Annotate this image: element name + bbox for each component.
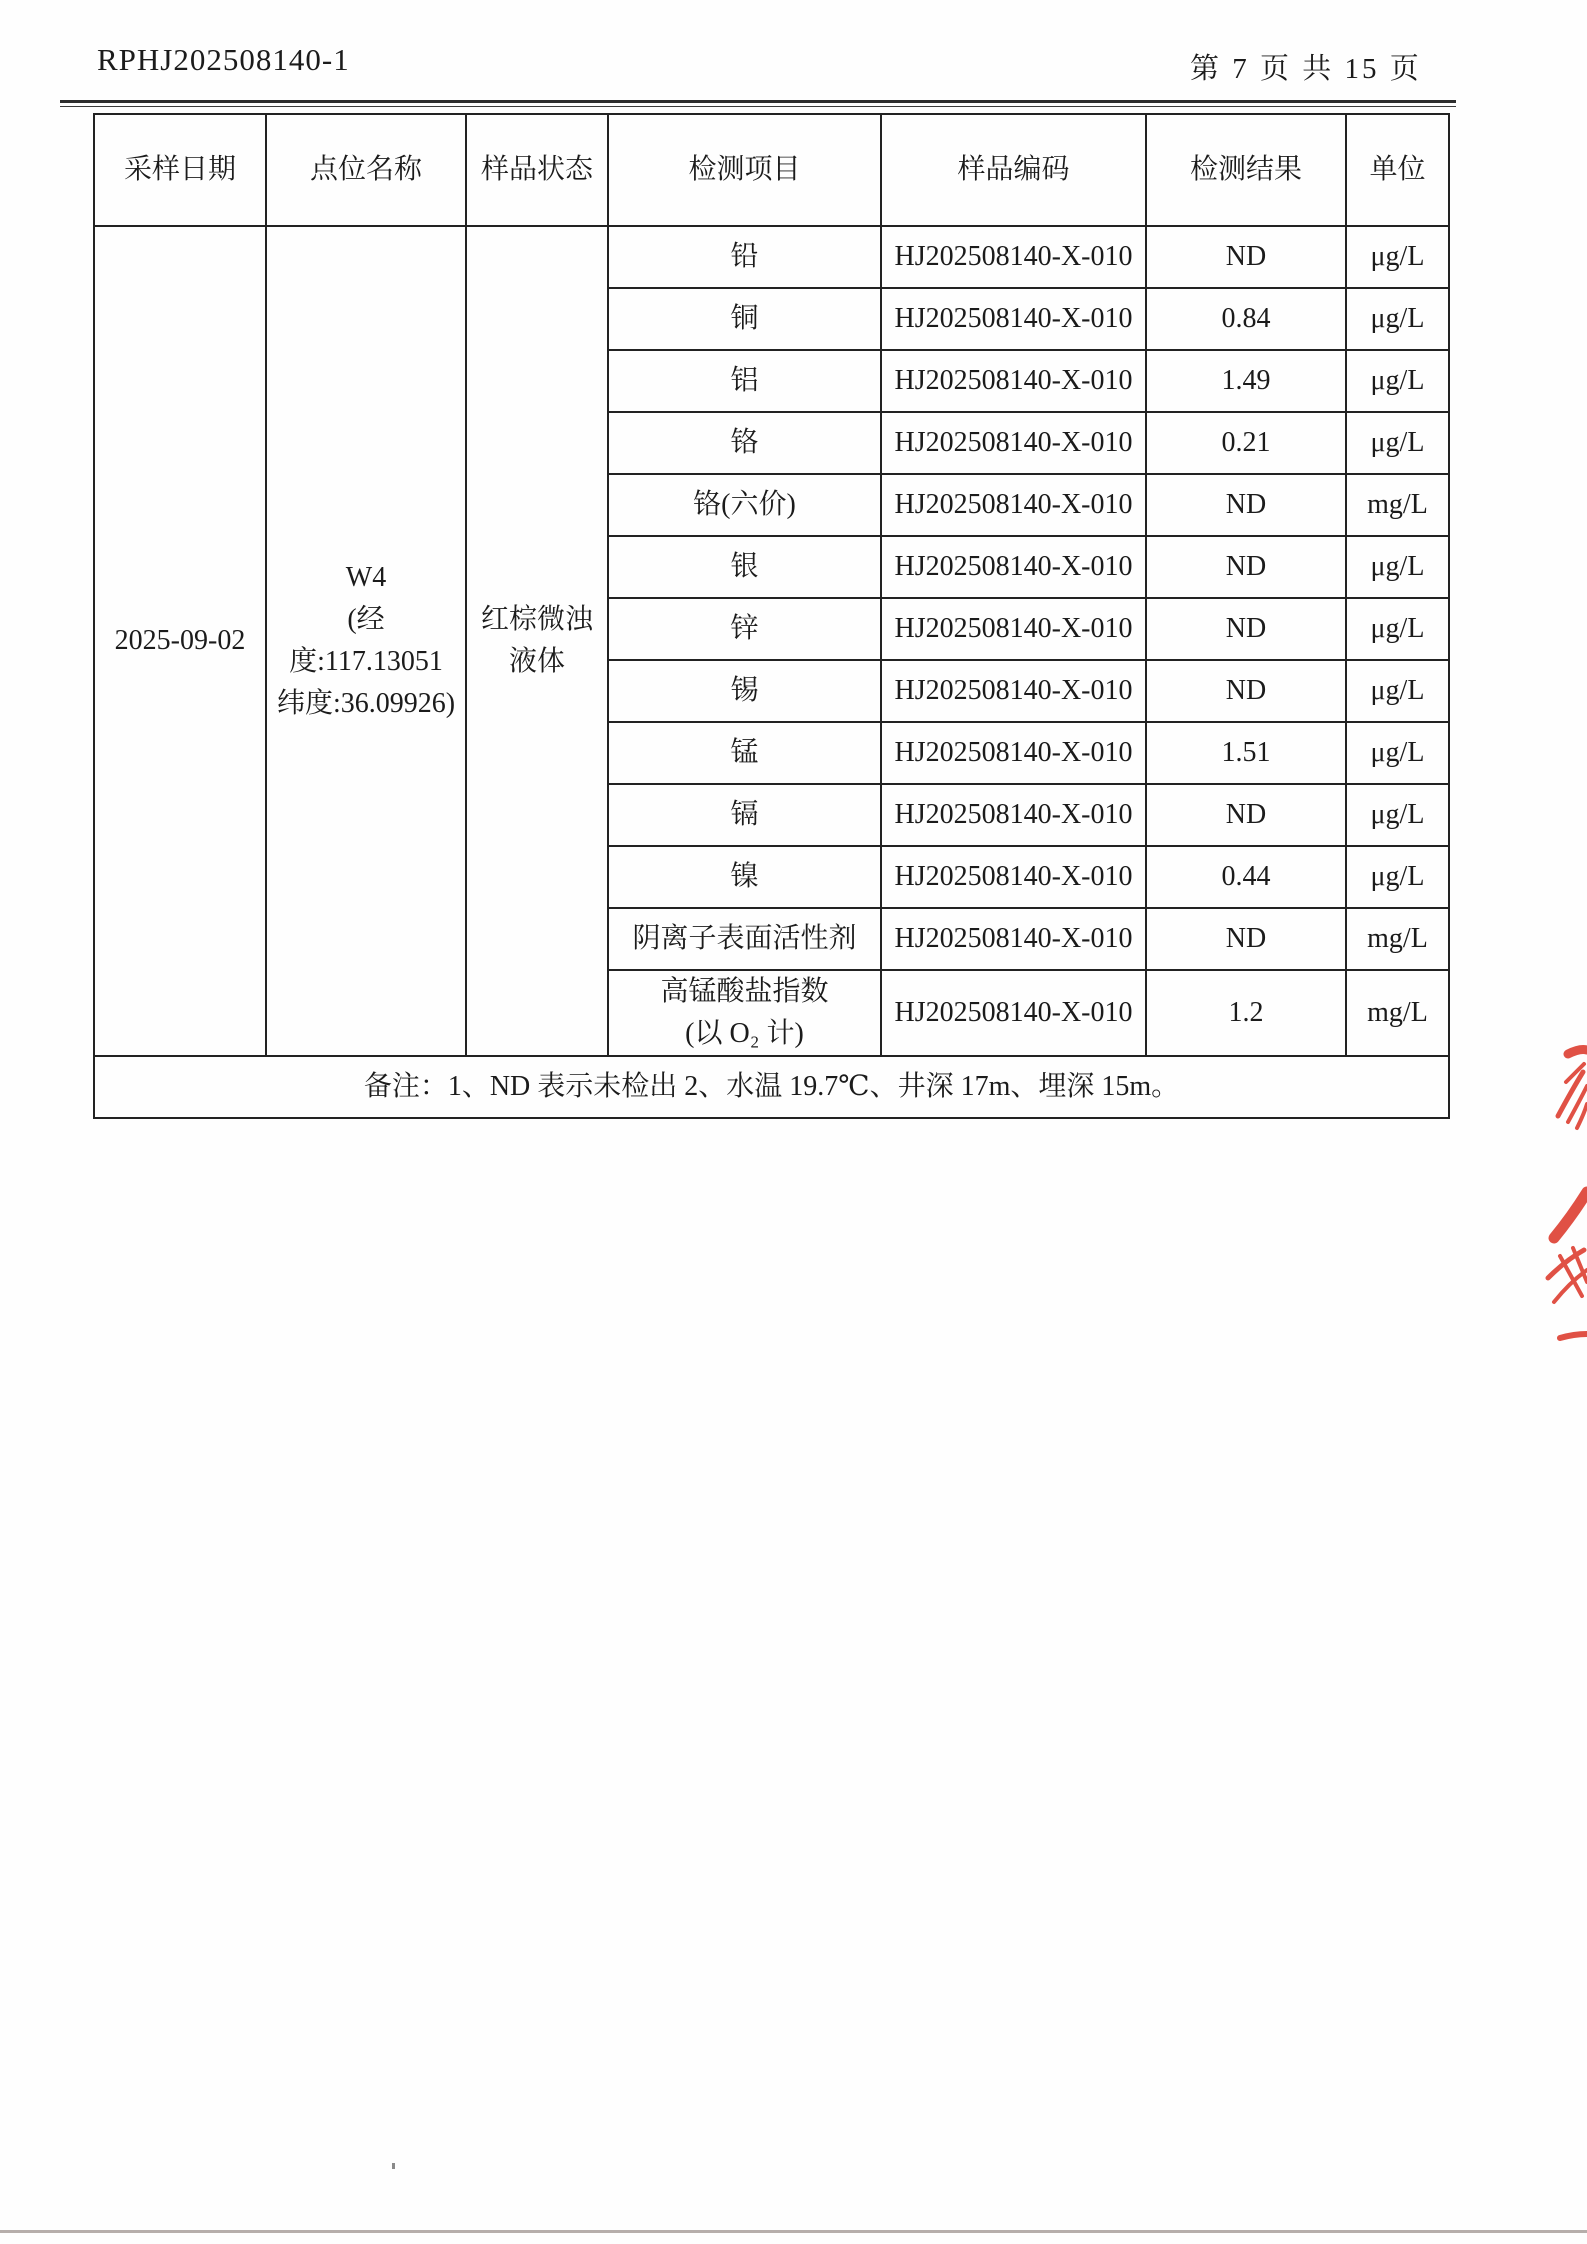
result-cell: ND xyxy=(1146,598,1346,660)
table-header-row xyxy=(94,114,1449,226)
result-cell: 0.84 xyxy=(1146,288,1346,350)
item-cell: 铬(六价) xyxy=(608,474,881,536)
item-cell: 镍 xyxy=(608,846,881,908)
point-name-id: W4 xyxy=(345,562,387,593)
item-cell: 阴离子表面活性剂 xyxy=(608,908,881,970)
sample-state-line2: 液体 xyxy=(508,646,565,677)
result-cell: ND xyxy=(1146,784,1346,846)
code-cell: HJ202508140-X-010 xyxy=(881,908,1146,970)
code-cell: HJ202508140-X-010 xyxy=(881,536,1146,598)
code-cell: HJ202508140-X-010 xyxy=(881,412,1146,474)
result-cell: ND xyxy=(1146,536,1346,598)
item-cell: 锰 xyxy=(608,722,881,784)
report-number: RPHJ202508140-1 xyxy=(97,42,350,77)
item-cell: 铅 xyxy=(608,226,881,288)
code-cell: HJ202508140-X-010 xyxy=(881,846,1146,908)
result-cell: 0.44 xyxy=(1146,846,1346,908)
header-sample-code: 样品编码 xyxy=(881,114,1146,226)
unit-cell: μg/L xyxy=(1346,598,1449,660)
header-sample-state: 样品状态 xyxy=(466,114,608,226)
note-row xyxy=(94,1056,1449,1118)
unit-cell: mg/L xyxy=(1346,474,1449,536)
result-cell: ND xyxy=(1146,474,1346,536)
unit-cell: μg/L xyxy=(1346,350,1449,412)
header-point-name: 点位名称 xyxy=(266,114,466,226)
header-unit: 单位 xyxy=(1346,114,1449,226)
page-bottom-scan-edge xyxy=(0,2230,1587,2233)
sample-state-line1: 红棕微浊 xyxy=(480,604,593,635)
item-cell: 铬 xyxy=(608,412,881,474)
code-cell: HJ202508140-X-010 xyxy=(881,288,1146,350)
code-cell: HJ202508140-X-010 xyxy=(881,722,1146,784)
unit-cell: μg/L xyxy=(1346,536,1449,598)
code-cell: HJ202508140-X-010 xyxy=(881,350,1146,412)
item-cell: 锌 xyxy=(608,598,881,660)
sampling-date-cell: 2025-09-02 xyxy=(94,226,266,1056)
result-cell: ND xyxy=(1146,226,1346,288)
item-line1: 高锰酸盐指数 xyxy=(660,976,829,1007)
unit-cell: μg/L xyxy=(1346,226,1449,288)
unit-cell: μg/L xyxy=(1346,784,1449,846)
result-cell: ND xyxy=(1146,908,1346,970)
point-longitude: (经度:117.13051 xyxy=(289,604,443,677)
sample-state-cell xyxy=(466,226,608,1056)
results-table xyxy=(93,113,1450,1119)
item-cell: 镉 xyxy=(608,784,881,846)
table-row xyxy=(94,226,1449,288)
unit-cell: mg/L xyxy=(1346,908,1449,970)
code-cell: HJ202508140-X-010 xyxy=(881,970,1146,1056)
header-test-item: 检测项目 xyxy=(608,114,881,226)
item-line2: (以 O₂ 计) xyxy=(685,1018,804,1049)
red-seal-stamp-fragment xyxy=(1480,1020,1587,1400)
point-latitude: 纬度:36.09926) xyxy=(276,688,456,719)
code-cell: HJ202508140-X-010 xyxy=(881,226,1146,288)
code-cell: HJ202508140-X-010 xyxy=(881,474,1146,536)
result-cell: ND xyxy=(1146,660,1346,722)
item-cell: 银 xyxy=(608,536,881,598)
page-indicator: 第 7 页 共 15 页 xyxy=(1190,53,1422,85)
unit-cell: μg/L xyxy=(1346,660,1449,722)
header-divider xyxy=(60,100,1456,107)
item-cell: 锡 xyxy=(608,660,881,722)
unit-cell: μg/L xyxy=(1346,412,1449,474)
code-cell: HJ202508140-X-010 xyxy=(881,784,1146,846)
result-cell: 1.49 xyxy=(1146,350,1346,412)
header-sampling-date: 采样日期 xyxy=(94,114,266,226)
result-cell: 1.2 xyxy=(1146,970,1346,1056)
unit-cell: μg/L xyxy=(1346,722,1449,784)
scan-speck xyxy=(392,2163,395,2169)
unit-cell: μg/L xyxy=(1346,846,1449,908)
code-cell: HJ202508140-X-010 xyxy=(881,660,1146,722)
unit-cell: mg/L xyxy=(1346,970,1449,1056)
unit-cell: μg/L xyxy=(1346,288,1449,350)
item-cell: 铝 xyxy=(608,350,881,412)
result-cell: 1.51 xyxy=(1146,722,1346,784)
header-result: 检测结果 xyxy=(1146,114,1346,226)
code-cell: HJ202508140-X-010 xyxy=(881,598,1146,660)
note-cell: 备注：1、ND 表示未检出 2、水温 19.7℃、井深 17m、埋深 15m。 xyxy=(94,1056,1449,1118)
item-cell xyxy=(608,970,881,1056)
item-cell: 铜 xyxy=(608,288,881,350)
point-name-cell xyxy=(266,226,466,1056)
result-cell: 0.21 xyxy=(1146,412,1346,474)
